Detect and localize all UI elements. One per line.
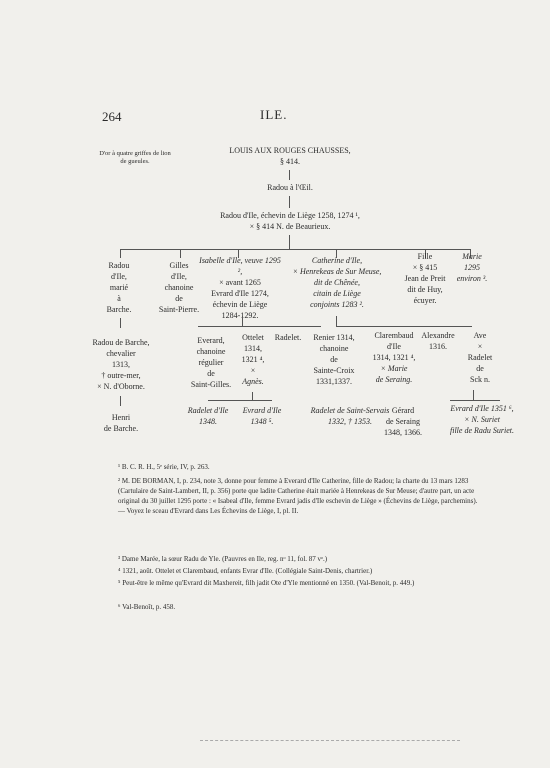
child-fille: Fille × § 415 Jean de Preit dit de Huy, écuyer. bbox=[404, 252, 446, 305]
page-number: 264 bbox=[102, 109, 122, 124]
gen2-line2: × § 414 N. de Beaurieux. bbox=[249, 222, 331, 231]
footnote-4: ⁴ 1321, août. Ottelet et Clarembaud, enfants Evrar d'Ile. (Collégiale Saint-Denis, chartrier.) bbox=[118, 567, 373, 575]
coat-of-arms: D'or à quatre griffes de lion de gueules. bbox=[99, 150, 171, 165]
great-grandchild-evrard-1351: Evrard d'Ile 1351 ⁶, × N. Suriet fille de Radu Suriet. bbox=[450, 404, 514, 435]
gen2-line1: Radou d'Ile, échevin de Liège 1258, 1274 ¹, bbox=[220, 211, 360, 220]
great-grandchild-henri: Henri de Barche. bbox=[103, 413, 139, 433]
footnote-1: ¹ B. C. R. H., 5ᵉ série, IV, p. 263. bbox=[118, 463, 210, 471]
tree-line bbox=[473, 390, 474, 400]
root-ref: § 414. bbox=[280, 157, 300, 166]
tree-line bbox=[252, 392, 253, 400]
great-grandchild-radelet: Radelet d'Ile 1348. bbox=[187, 406, 229, 426]
grandchild-radelet: Radelet. bbox=[274, 333, 302, 342]
grandchild-clarembaud: Clarembaud d'Ile 1314, 1321 ⁴, × Marie de Seraing. bbox=[372, 331, 416, 384]
tree-line bbox=[336, 326, 472, 327]
child-catherine: Catherine d'Ile, × Henrekeas de Sur Meuse, dit de Chênée, citain de Liège conjoints 1283 ². bbox=[292, 256, 382, 309]
grandchild-renier: Renier 1314, chanoine de Sainte-Croix 1331,1337. bbox=[313, 333, 355, 386]
footnote-2: ² M. DE BORMAN, I, p. 234, note 3, donne pour femme à Everard d'Ile Catherine, fille de Radou; la charte du 13 mars 1283 (Cartulaire de Saint-Lambert, II, p. 356) porte que ladite Catherine était mariée à Henrekeas de Sur Meuse; d'autre part, un acte original du 30 juillet 1295 porte : « Isabeal d'Ile, femme Evrard jadis d'Ile eschevin de Liège » (Échevins de Liège, parchemins). — Voyez le sceau d'Evrard dans Les Échevins de Liège, I, pl. II. bbox=[118, 477, 478, 515]
grandchild-ave: Ave × Radelet de Sck n. bbox=[467, 331, 493, 384]
grandchild-radou-de-barche: Radou de Barche, chevalier 1313, † outre-mer, × N. d'Oborne. bbox=[92, 338, 150, 391]
tree-line bbox=[120, 318, 121, 328]
footnote-3: ³ Dame Marée, la sœur Radu de Yle. (Pauvres en Ile, reg. nᵒ 11, fol. 87 vᵒ.) bbox=[118, 555, 328, 563]
child-radou: Radou d'Ile, marié à Barche. bbox=[106, 261, 132, 314]
tree-line bbox=[450, 400, 500, 401]
child-gilles: Gilles d'Ile, chanoine de Saint-Pierre. bbox=[158, 261, 200, 314]
great-grandchild-evrard: Evrard d'Ile 1348 ⁵. bbox=[242, 406, 282, 426]
root-name: LOUIS AUX ROUGES CHAUSSES, bbox=[229, 146, 351, 155]
tree-line bbox=[120, 249, 121, 258]
grandchild-ottelet: Ottelet 1314, 1321 ⁴, × Agnès. bbox=[241, 333, 265, 386]
grandchild-alexandre: Alexandre 1316. bbox=[421, 331, 455, 351]
scan-artifact-line bbox=[200, 740, 460, 741]
child-isabelle: Isabelle d'Ile, veuve 1295 ², × avant 1265 Evrard d'Ile 1274, échevin de Liège 1284-1292. bbox=[199, 256, 281, 320]
tree-line bbox=[289, 235, 290, 249]
tree-line bbox=[242, 316, 243, 326]
tree-line bbox=[120, 249, 470, 250]
grandchild-everard: Everard, chanoine régulier de Saint-Gilles. bbox=[190, 336, 232, 389]
great-grandchild-radelet-saint-servais: Radelet de Saint-Servais 1332, † 1353. bbox=[310, 406, 390, 426]
gen1-name: Radou à l'Œil. bbox=[267, 183, 313, 192]
tree-line bbox=[120, 396, 121, 406]
tree-line bbox=[289, 170, 290, 180]
tree-line bbox=[198, 326, 321, 327]
tree-line bbox=[289, 196, 290, 208]
child-marie: Marie 1295 environ ³. bbox=[456, 252, 488, 283]
tree-line bbox=[180, 249, 181, 258]
page-title: ILE. bbox=[260, 107, 288, 122]
great-grandchild-gerard: Gérard de Seraing 1348, 1366. bbox=[384, 406, 422, 437]
tree-line bbox=[208, 400, 272, 401]
footnote-5: ⁵ Peut-être le même qu'Evrard dit Maxhereit, filh jadit Ote d'Yle mentionné en 1350. (Val-Benoit, p. 449.) bbox=[118, 579, 415, 587]
footnote-6: ⁶ Val-Benoît, p. 458. bbox=[118, 603, 176, 611]
tree-line bbox=[336, 316, 337, 326]
